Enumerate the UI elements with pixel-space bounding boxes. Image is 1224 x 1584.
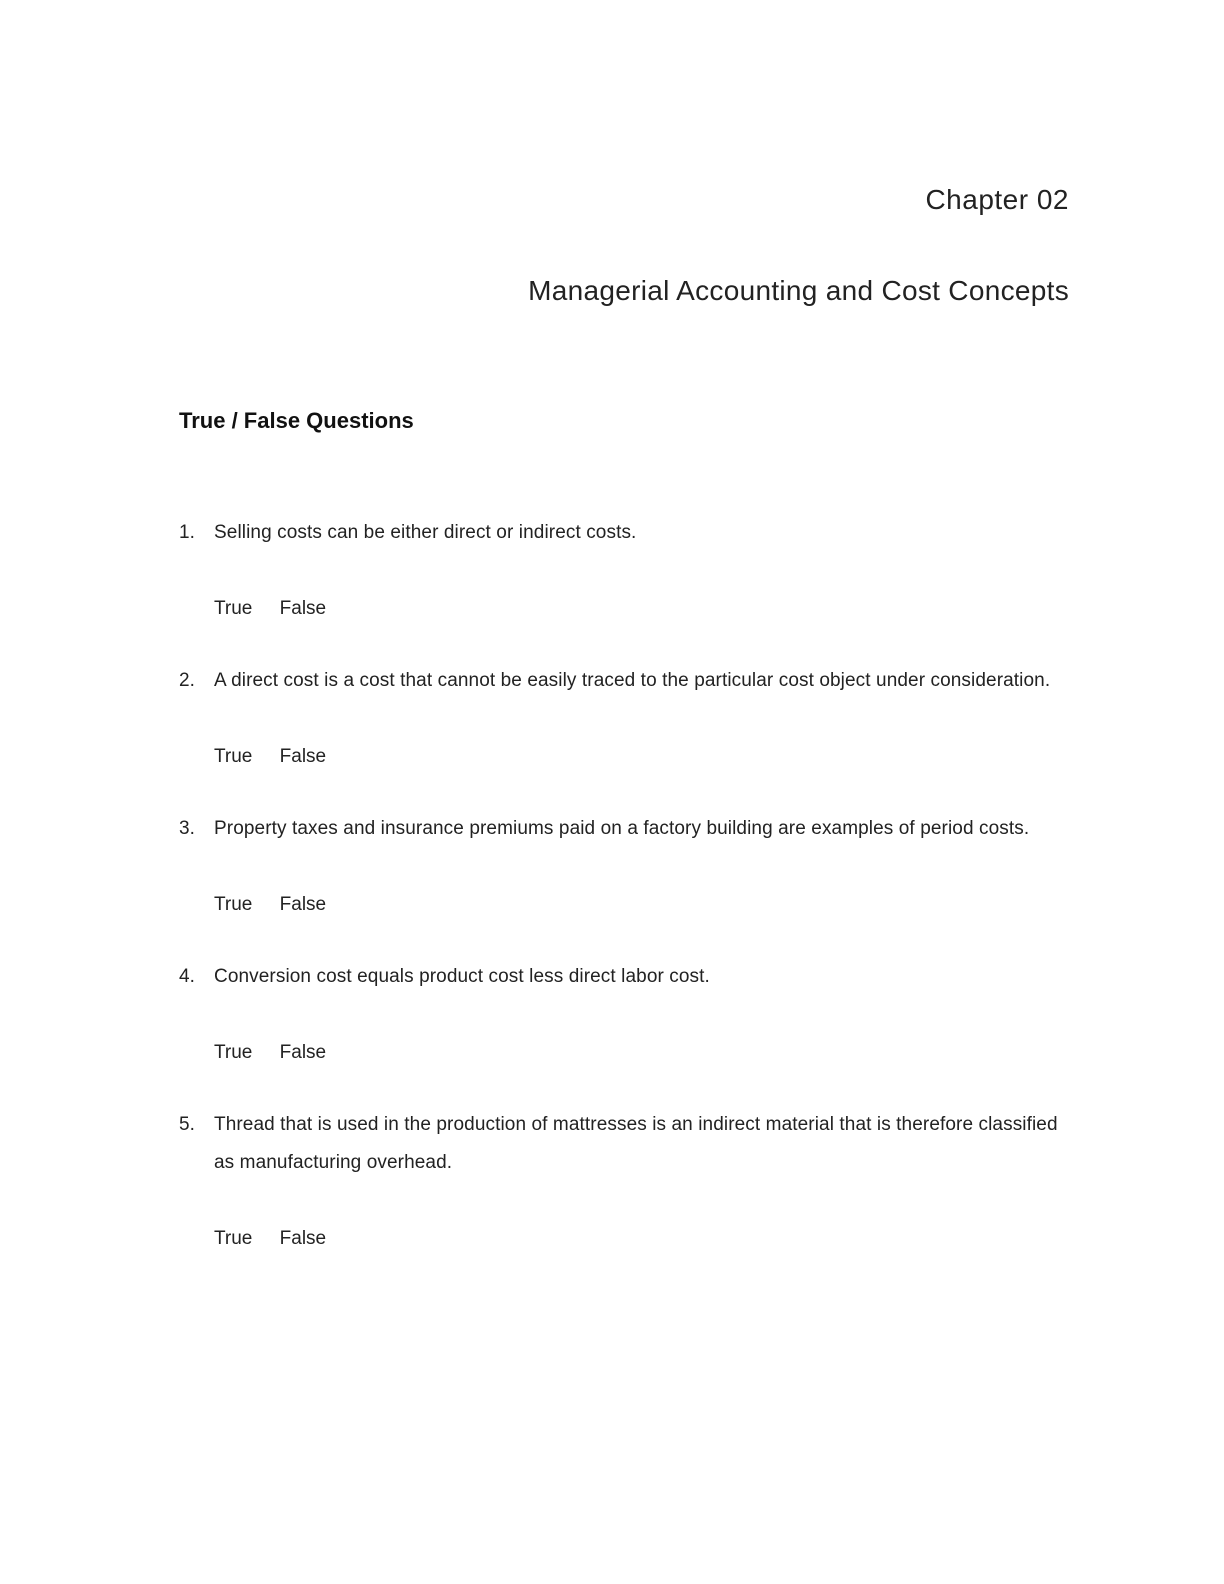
chapter-title: Managerial Accounting and Cost Concepts [528,275,1069,306]
answer-options [214,1034,1059,1072]
question-item [179,810,1059,924]
option-false[interactable]: False [279,1042,327,1063]
option-true[interactable]: True [214,598,253,619]
section-heading: True / False Questions [179,408,414,433]
option-true[interactable]: True [214,1042,253,1063]
question-item [179,1106,1059,1258]
option-false[interactable]: False [279,1228,327,1249]
answer-options [214,1220,1059,1258]
question-number: 4. [179,966,195,987]
option-true[interactable]: True [214,894,253,915]
answer-options [214,886,1059,924]
option-true[interactable]: True [214,746,253,767]
question-text: Conversion cost equals product cost less direct labor cost. [214,966,710,987]
question-item [179,662,1059,776]
question-text: Selling costs can be either direct or indirect costs. [214,522,637,543]
question-number: 1. [179,522,195,543]
option-true[interactable]: True [214,1228,253,1249]
question-text: Property taxes and insurance premiums paid on a factory building are examples of period costs. [214,818,1030,839]
option-false[interactable]: False [279,894,327,915]
question-list [179,514,1059,1292]
question-number: 3. [179,818,195,839]
chapter-label: Chapter 02 [925,184,1069,215]
answer-options [214,590,1059,628]
question-item [179,514,1059,628]
option-false[interactable]: False [279,598,327,619]
question-text: Thread that is used in the production of mattresses is an indirect material that is therefore classified as manufacturing overhead. [214,1114,1058,1173]
question-item [179,958,1059,1072]
answer-options [214,738,1059,776]
question-number: 5. [179,1114,195,1135]
option-false[interactable]: False [279,746,327,767]
question-number: 2. [179,670,195,691]
question-text: A direct cost is a cost that cannot be easily traced to the particular cost object under consideration. [214,670,1051,691]
